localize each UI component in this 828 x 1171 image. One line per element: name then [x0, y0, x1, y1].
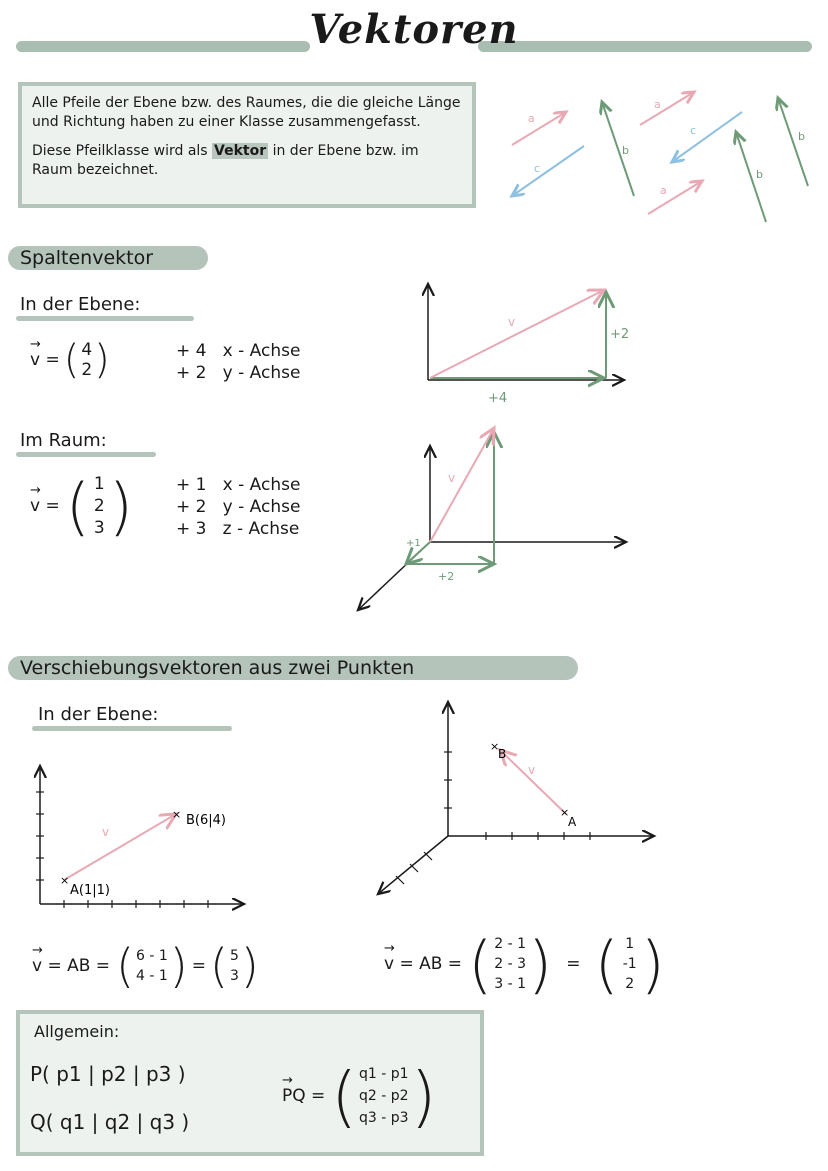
subheading-ebene-underline	[16, 316, 194, 321]
point-b-label-3d: B	[498, 747, 507, 761]
formula-ab-3d-row3: 3 - 1	[494, 976, 527, 992]
notes-3d	[176, 474, 300, 540]
vector-v-label-3d: v	[448, 471, 456, 485]
general-vector-lhs: → PQ =	[282, 1086, 325, 1106]
arrow-b-label-3: b	[798, 130, 805, 143]
arrow-b-label-1: b	[622, 144, 629, 157]
arrow-a-label-3: a	[660, 184, 667, 197]
vector-v-label: v	[508, 315, 516, 329]
formula-ab-2d-row2: 4 - 1	[136, 968, 168, 984]
formula-ab-3d-result2: -1	[622, 956, 637, 972]
arrow-c-label-1: c	[534, 162, 541, 175]
subheading-ebene-2: In der Ebene:	[38, 704, 159, 725]
arrow-a-1	[512, 112, 566, 145]
section-heading-spaltenvektor: Spaltenvektor	[8, 246, 208, 270]
vector-v-lhs: → v =	[30, 350, 60, 370]
diagram-3d-vector	[350, 420, 640, 620]
component-x: 4	[81, 340, 93, 360]
formula-ab-2d-lhs: → v = AB =	[32, 956, 110, 976]
point-q: Q( q1 | q2 | q3 )	[30, 1110, 190, 1134]
note-y: + 2 y - Achse	[176, 363, 301, 383]
bracket-right: )	[94, 337, 110, 383]
column-vector-3d	[30, 466, 133, 546]
arrow-b-label-2: b	[756, 168, 763, 181]
arrow-b-1	[602, 102, 634, 196]
svg-text:×: ×	[490, 740, 500, 753]
note-z-3d: + 3 z - Achse	[176, 519, 300, 539]
vector-v-arrow	[430, 290, 604, 378]
bracket-left: (	[63, 337, 80, 383]
formula-ab-2d: → v = AB = ( 6 - 1 4 - 1 ) = ( 5 3 )	[32, 936, 259, 996]
arrow-class-illustration	[500, 90, 820, 230]
subheading-ebene: In der Ebene:	[20, 294, 141, 315]
diagram-2d-vector	[420, 280, 640, 410]
component-x-3d: 1	[93, 474, 105, 494]
note-x-3d: + 1 x - Achse	[176, 475, 301, 495]
column-vector-2d	[30, 334, 110, 386]
general-formula-box	[16, 1010, 484, 1156]
general-label: Allgemein:	[34, 1022, 120, 1041]
component-y-3d: 2	[93, 496, 105, 516]
formula-ab-2d-result1: 5	[229, 948, 239, 964]
vector-ab-label: v	[102, 825, 110, 839]
svg-text:×: ×	[60, 874, 70, 887]
definition-text-1: Alle Pfeile der Ebene bzw. des Raumes, die die gleiche Länge und Richtung haben zu einer Klasse zusammengefasst.	[32, 95, 461, 130]
subheading-ebene-2-underline	[32, 726, 232, 731]
formula-ab-2d-row1: 6 - 1	[136, 948, 168, 964]
point-p: P( p1 | p2 | p3 )	[30, 1062, 186, 1086]
formula-ab-3d-lhs: → v = AB =	[384, 954, 462, 974]
x-component-label: +4	[488, 391, 508, 406]
svg-text:×: ×	[172, 808, 182, 821]
section-heading-verschiebung: Verschiebungsvektoren aus zwei Punkten	[8, 656, 578, 680]
note-x: + 4 x - Achse	[176, 341, 301, 361]
formula-ab-3d-result3: 2	[625, 976, 635, 992]
point-a-label: A(1|1)	[70, 883, 110, 898]
notes-2d	[176, 340, 300, 384]
term-vektor: Vektor	[214, 143, 267, 159]
diagram-points-2d	[30, 762, 250, 912]
general-vector-formula: → PQ = ( q1 - p1 q2 - p2 q3 - p3 )	[282, 1054, 436, 1138]
diagram-points-3d	[370, 698, 660, 898]
subheading-raum-underline	[16, 452, 156, 457]
formula-ab-3d: → v = AB = ( 2 - 1 2 - 3 3 - 1 ) = ( 1 -1 2 )	[384, 926, 665, 1002]
arrow-a-3	[648, 181, 702, 214]
formula-ab-3d-row2: 2 - 3	[494, 956, 527, 972]
arrow-a-2	[640, 92, 694, 125]
bracket-left-3d: (	[65, 469, 90, 543]
component-2-label: +2	[438, 570, 455, 583]
vector-v-arrow-3d	[430, 428, 494, 542]
vector-ab-arrow-3d	[500, 750, 566, 814]
definition-text-2: Diese Pfeilklasse wird als Vektor in der Ebene bzw. im Raum bezeichnet.	[32, 143, 419, 178]
depth-axis-points	[378, 836, 448, 894]
arrow-a-label-2: a	[654, 98, 661, 111]
component-1-label: +1	[406, 538, 421, 549]
vector-v-lhs-3d: → v =	[30, 496, 60, 516]
arrow-c-1	[512, 146, 584, 196]
general-row3: q3 - p3	[359, 1110, 409, 1126]
y-component-label: +2	[610, 327, 630, 342]
svg-text:×: ×	[560, 806, 570, 819]
arrow-c-2	[672, 112, 742, 162]
point-a-label-3d: A	[568, 815, 577, 829]
general-row1: q1 - p1	[359, 1066, 409, 1082]
note-y-3d: + 2 y - Achse	[176, 497, 301, 517]
point-b-label: B(6|4)	[186, 813, 226, 828]
definition-box	[18, 82, 476, 208]
formula-ab-3d-row1: 2 - 1	[494, 936, 527, 952]
page-title: Vektoren	[309, 6, 519, 53]
arrow-a-label-1: a	[528, 112, 535, 125]
formula-ab-3d-result1: 1	[625, 936, 635, 952]
vector-ab-arrow	[64, 814, 176, 880]
component-z-3d: 3	[93, 518, 105, 538]
general-row2: q2 - p2	[359, 1088, 409, 1104]
subheading-raum: Im Raum:	[20, 430, 107, 451]
formula-ab-2d-result2: 3	[229, 968, 239, 984]
vector-ab-label-3d: v	[528, 763, 536, 777]
arrow-c-label-2: c	[690, 124, 697, 137]
bracket-right-3d: )	[108, 469, 133, 543]
component-y: 2	[81, 360, 93, 380]
